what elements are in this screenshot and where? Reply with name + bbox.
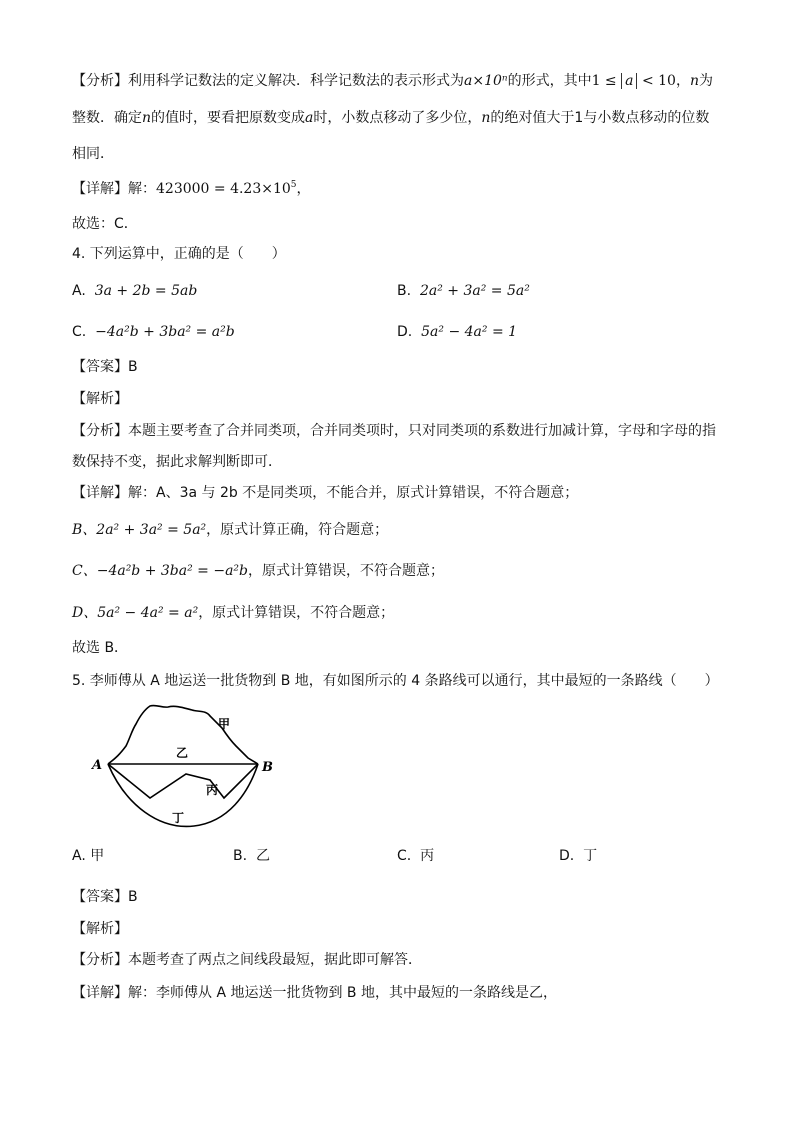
q4-stem: 4. 下列运算中，正确的是（ ）	[72, 246, 286, 262]
point-a-label: A	[92, 758, 103, 773]
q3-l2-n2: n	[481, 110, 491, 126]
q3-range-left: 1 ≤	[591, 73, 617, 89]
q3-formula: a×10ⁿ	[464, 73, 508, 89]
q4-detail-d-expr: D、5a² − 4a² = a²	[72, 605, 199, 621]
q4-detail-c-text: ，原式计算错误，不符合题意；	[248, 563, 445, 579]
q3-l2-a2: a	[305, 110, 314, 126]
q4-option-a-letter: A.	[72, 283, 86, 299]
q3-l2-n: n	[142, 110, 152, 126]
q3-l2-a: 整数．确定	[72, 110, 142, 126]
q4-option-b-letter: B.	[397, 283, 412, 299]
q5-stem: 5. 李师傅从 A 地运送一批货物到 B 地，有如图所示的 4 条路线可以通行，其中最短的一条路线（ ）	[72, 673, 719, 689]
route-bing-path	[108, 764, 258, 798]
q4-detail-b-text: ，原式计算正确，符合题意；	[206, 522, 389, 538]
q3-detail-exp: 5	[290, 180, 297, 190]
q5-option-d-text: 丁	[583, 848, 598, 864]
q4-option-d-expr: 5a² − 4a² = 1	[421, 324, 518, 340]
q5-option-b	[233, 846, 270, 866]
q4-option-a-expr: 3a + 2b = 5ab	[94, 283, 198, 299]
q3-detail-expr: 423000 = 4.23×10	[156, 181, 291, 197]
q5-option-d	[559, 846, 597, 866]
q5-option-a-text: 甲	[90, 848, 105, 864]
q4-parse: 【解析】	[72, 391, 128, 407]
q3-l2-d: 的绝对值大于1与小数点移动的位数	[490, 110, 710, 126]
q3-detail-label: 【详解】解：	[72, 181, 156, 197]
route-jia-label: 甲	[218, 717, 231, 731]
q5-answer: 【答案】B	[72, 889, 138, 905]
q5-parse: 【解析】	[72, 921, 128, 937]
q3-l2-c: 时，小数点移动了多少位，	[313, 110, 482, 126]
q3-n: n	[689, 73, 699, 89]
q4-detail-c-expr: C、−4a²b + 3ba² = −a²b	[72, 563, 249, 579]
q5-analysis: 【分析】本题考查了两点之间线段最短，据此即可解答．	[72, 952, 422, 968]
route-yi-label: 乙	[176, 746, 189, 760]
q3-abs-a: a	[621, 73, 637, 89]
q4-detail-a: 【详解】解：A、3a 与 2b 不是同类项，不能合并，原式计算错误，不符合题意；	[72, 485, 579, 501]
q4-option-d	[397, 322, 517, 342]
route-bing-label: 丙	[206, 783, 219, 797]
q4-choose: 故选 B．	[72, 640, 129, 656]
q5-option-b-letter: B.	[233, 848, 248, 864]
q3-detail	[72, 179, 311, 199]
q3-analysis-text: 【分析】利用科学记数法的定义解决．科学记数法的表示形式为	[72, 73, 464, 89]
q4-option-b-expr: 2a² + 3a² = 5a²	[419, 283, 530, 299]
q3-analysis-line2	[72, 108, 709, 128]
q5-option-b-text: 乙	[255, 848, 270, 864]
q4-option-c-expr: −4a²b + 3ba² = a²b	[95, 324, 235, 340]
q5-option-d-letter: D.	[559, 848, 575, 864]
q5-option-a	[72, 846, 104, 866]
point-b-label: B	[262, 760, 273, 775]
q3-range-right: < 10	[641, 73, 676, 89]
q3-comma: ，	[675, 73, 690, 89]
q4-analysis-line2: 数保持不变，据此求解判断即可．	[72, 454, 282, 470]
q4-detail-c	[72, 561, 444, 581]
q3-choose: 故选：C．	[72, 216, 138, 232]
q3-l2-b: 的值时，要看把原数变成	[151, 110, 306, 126]
route-ding-label: 丁	[172, 811, 185, 825]
q5-option-c	[397, 846, 434, 866]
q4-option-b	[397, 281, 530, 301]
q4-option-c	[72, 322, 235, 342]
q4-option-a	[72, 281, 197, 301]
q4-detail-b	[72, 520, 388, 540]
q4-option-d-letter: D.	[397, 324, 413, 340]
q3-wei: 为	[698, 73, 713, 89]
q3-analysis-text-2: 的形式，其中	[507, 73, 592, 89]
q4-detail-d	[72, 603, 394, 623]
q3-analysis-line3: 相同．	[72, 146, 114, 162]
route-diagram	[90, 702, 290, 830]
q4-answer: 【答案】B	[72, 359, 138, 375]
q4-analysis-line1: 【分析】本题主要考查了合并同类项，合并同类项时，只对同类项的系数进行加减计算，字母和字母的指	[72, 423, 716, 439]
q5-detail: 【详解】解：李师傅从 A 地运送一批货物到 B 地，其中最短的一条路线是乙，	[72, 985, 557, 1001]
q5-option-c-text: 丙	[420, 848, 435, 864]
q4-detail-d-text: ，原式计算错误，不符合题意；	[198, 605, 395, 621]
q3-detail-end: ，	[296, 181, 311, 197]
q4-detail-b-expr: B、2a² + 3a² = 5a²	[72, 522, 207, 538]
q5-option-a-letter: A.	[72, 848, 86, 864]
q3-analysis-line1	[72, 71, 713, 91]
q5-option-c-letter: C.	[397, 848, 412, 864]
q4-option-c-letter: C.	[72, 324, 87, 340]
